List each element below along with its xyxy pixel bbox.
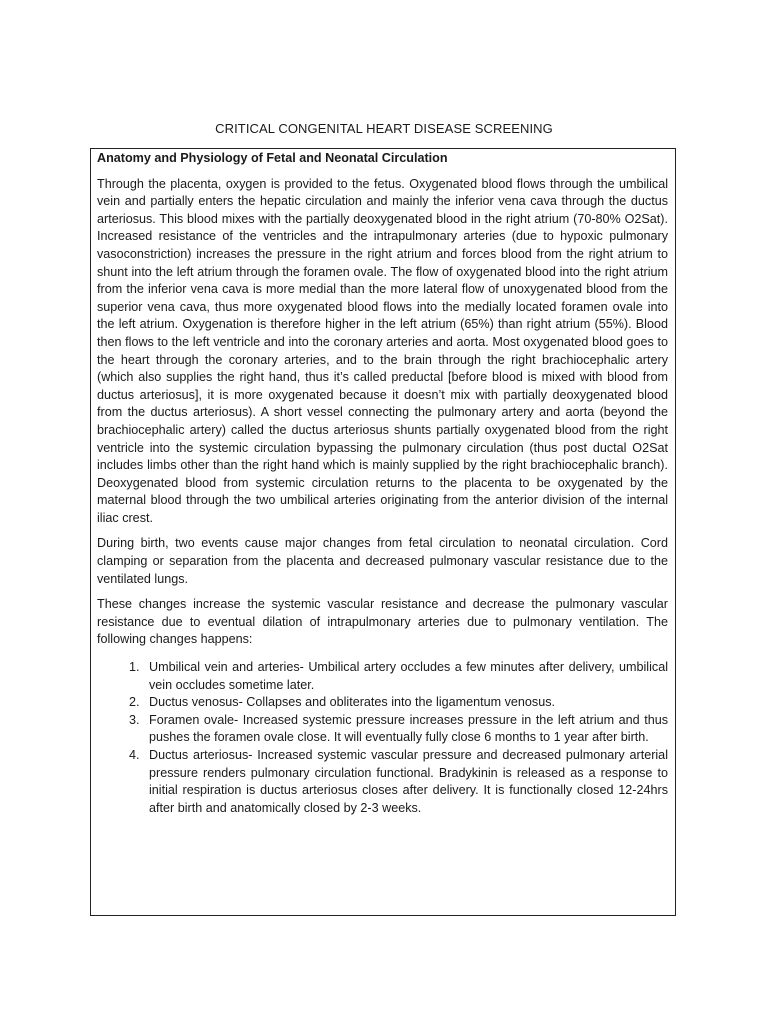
page-title: CRITICAL CONGENITAL HEART DISEASE SCREENING — [215, 121, 553, 136]
paragraph-resistance-changes: These changes increase the systemic vascular resistance and decrease the pulmonary vascular resistance due to eventual dilation of intrapulmonary arteries due to pulmonary ventilation. The following changes happens: — [97, 597, 668, 647]
content-box — [90, 148, 676, 916]
changes-list — [97, 659, 668, 817]
list-item: 1. Umbilical vein and arteries- Umbilical artery occludes a few minutes after delivery, umbilical vein occludes sometime later. — [143, 659, 668, 694]
list-item: 3. Foramen ovale- Increased systemic pressure increases pressure in the left atrium and thus pushes the foramen ovale close. It will eventually fully close 6 months to 1 year after birth. — [143, 712, 668, 747]
section-heading: Anatomy and Physiology of Fetal and Neonatal Circulation — [97, 151, 448, 165]
list-item: 2. Ductus venosus- Collapses and obliterates into the ligamentum venosus. — [143, 694, 668, 712]
list-item: 4. Ductus arteriosus- Increased systemic vascular pressure and decreased pulmonary arterial pressure renders pulmonary circulation functional. Bradykinin is released as a response to initial respiration is ductus arteriosus closes after delivery. It is functionally closed 12-24hrs after birth and anatomically closed by 2-3 weeks. — [143, 747, 668, 817]
paragraph-fetal-circulation: Through the placenta, oxygen is provided to the fetus. Oxygenated blood flows through the umbilical vein and partially enters the hepatic circulation and mainly the inferior vena cava through the ductus arteriosus. This blood mixes with the partially deoxygenated blood in the right atrium (70-80% O2Sat). Increased resistance of the ventricles and the intrapulmonary arteries (due to hypoxic pulmonary vasoconstriction) increases the pressure in the right atrium and forces blood from the right atrium to shunt into the left atrium through the foramen ovale. The flow of oxygenated blood into the right atrium from the inferior vena cava is more medial than the more lateral flow of unoxygenated blood from the superior vena cava, thus more oxygenated blood flows into the medially located foramen ovale into the left atrium. Oxygenation is therefore higher in the left atrium (65%) than right atrium (55%). Blood then flows to the left ventricle and into the coronary arteries and aorta. Most oxygenated blood goes to the heart through the coronary arteries, and to the brain through the right brachiocephalic artery (which also supplies the right hand, thus it’s called preductal [before blood is mixed with blood from ductus arteriosus], it is more oxygenated because it doesn’t mix with partially deoxygenated blood from the ductus arteriosus). A short vessel connecting the pulmonary artery and aorta (beyond the brachiocephalic artery) called the ductus arteriosus shunts partially oxygenated blood from the right ventricle into the systemic circulation bypassing the pulmonary circulation (thus post ductal O2Sat includes limbs other than the right hand which is mainly supplied by the right brachiocephalic branch). Deoxygenated blood from systemic circulation returns to the placenta to be oxygenated by the maternal blood through the two umbilical arteries originating from the anterior division of the internal iliac crest. — [97, 176, 668, 525]
paragraph-birth-events: During birth, two events cause major changes from fetal circulation to neonatal circulation. Cord clamping or separation from the placenta and decreased pulmonary vascular resistance due to the ventilated lungs. — [97, 536, 668, 586]
